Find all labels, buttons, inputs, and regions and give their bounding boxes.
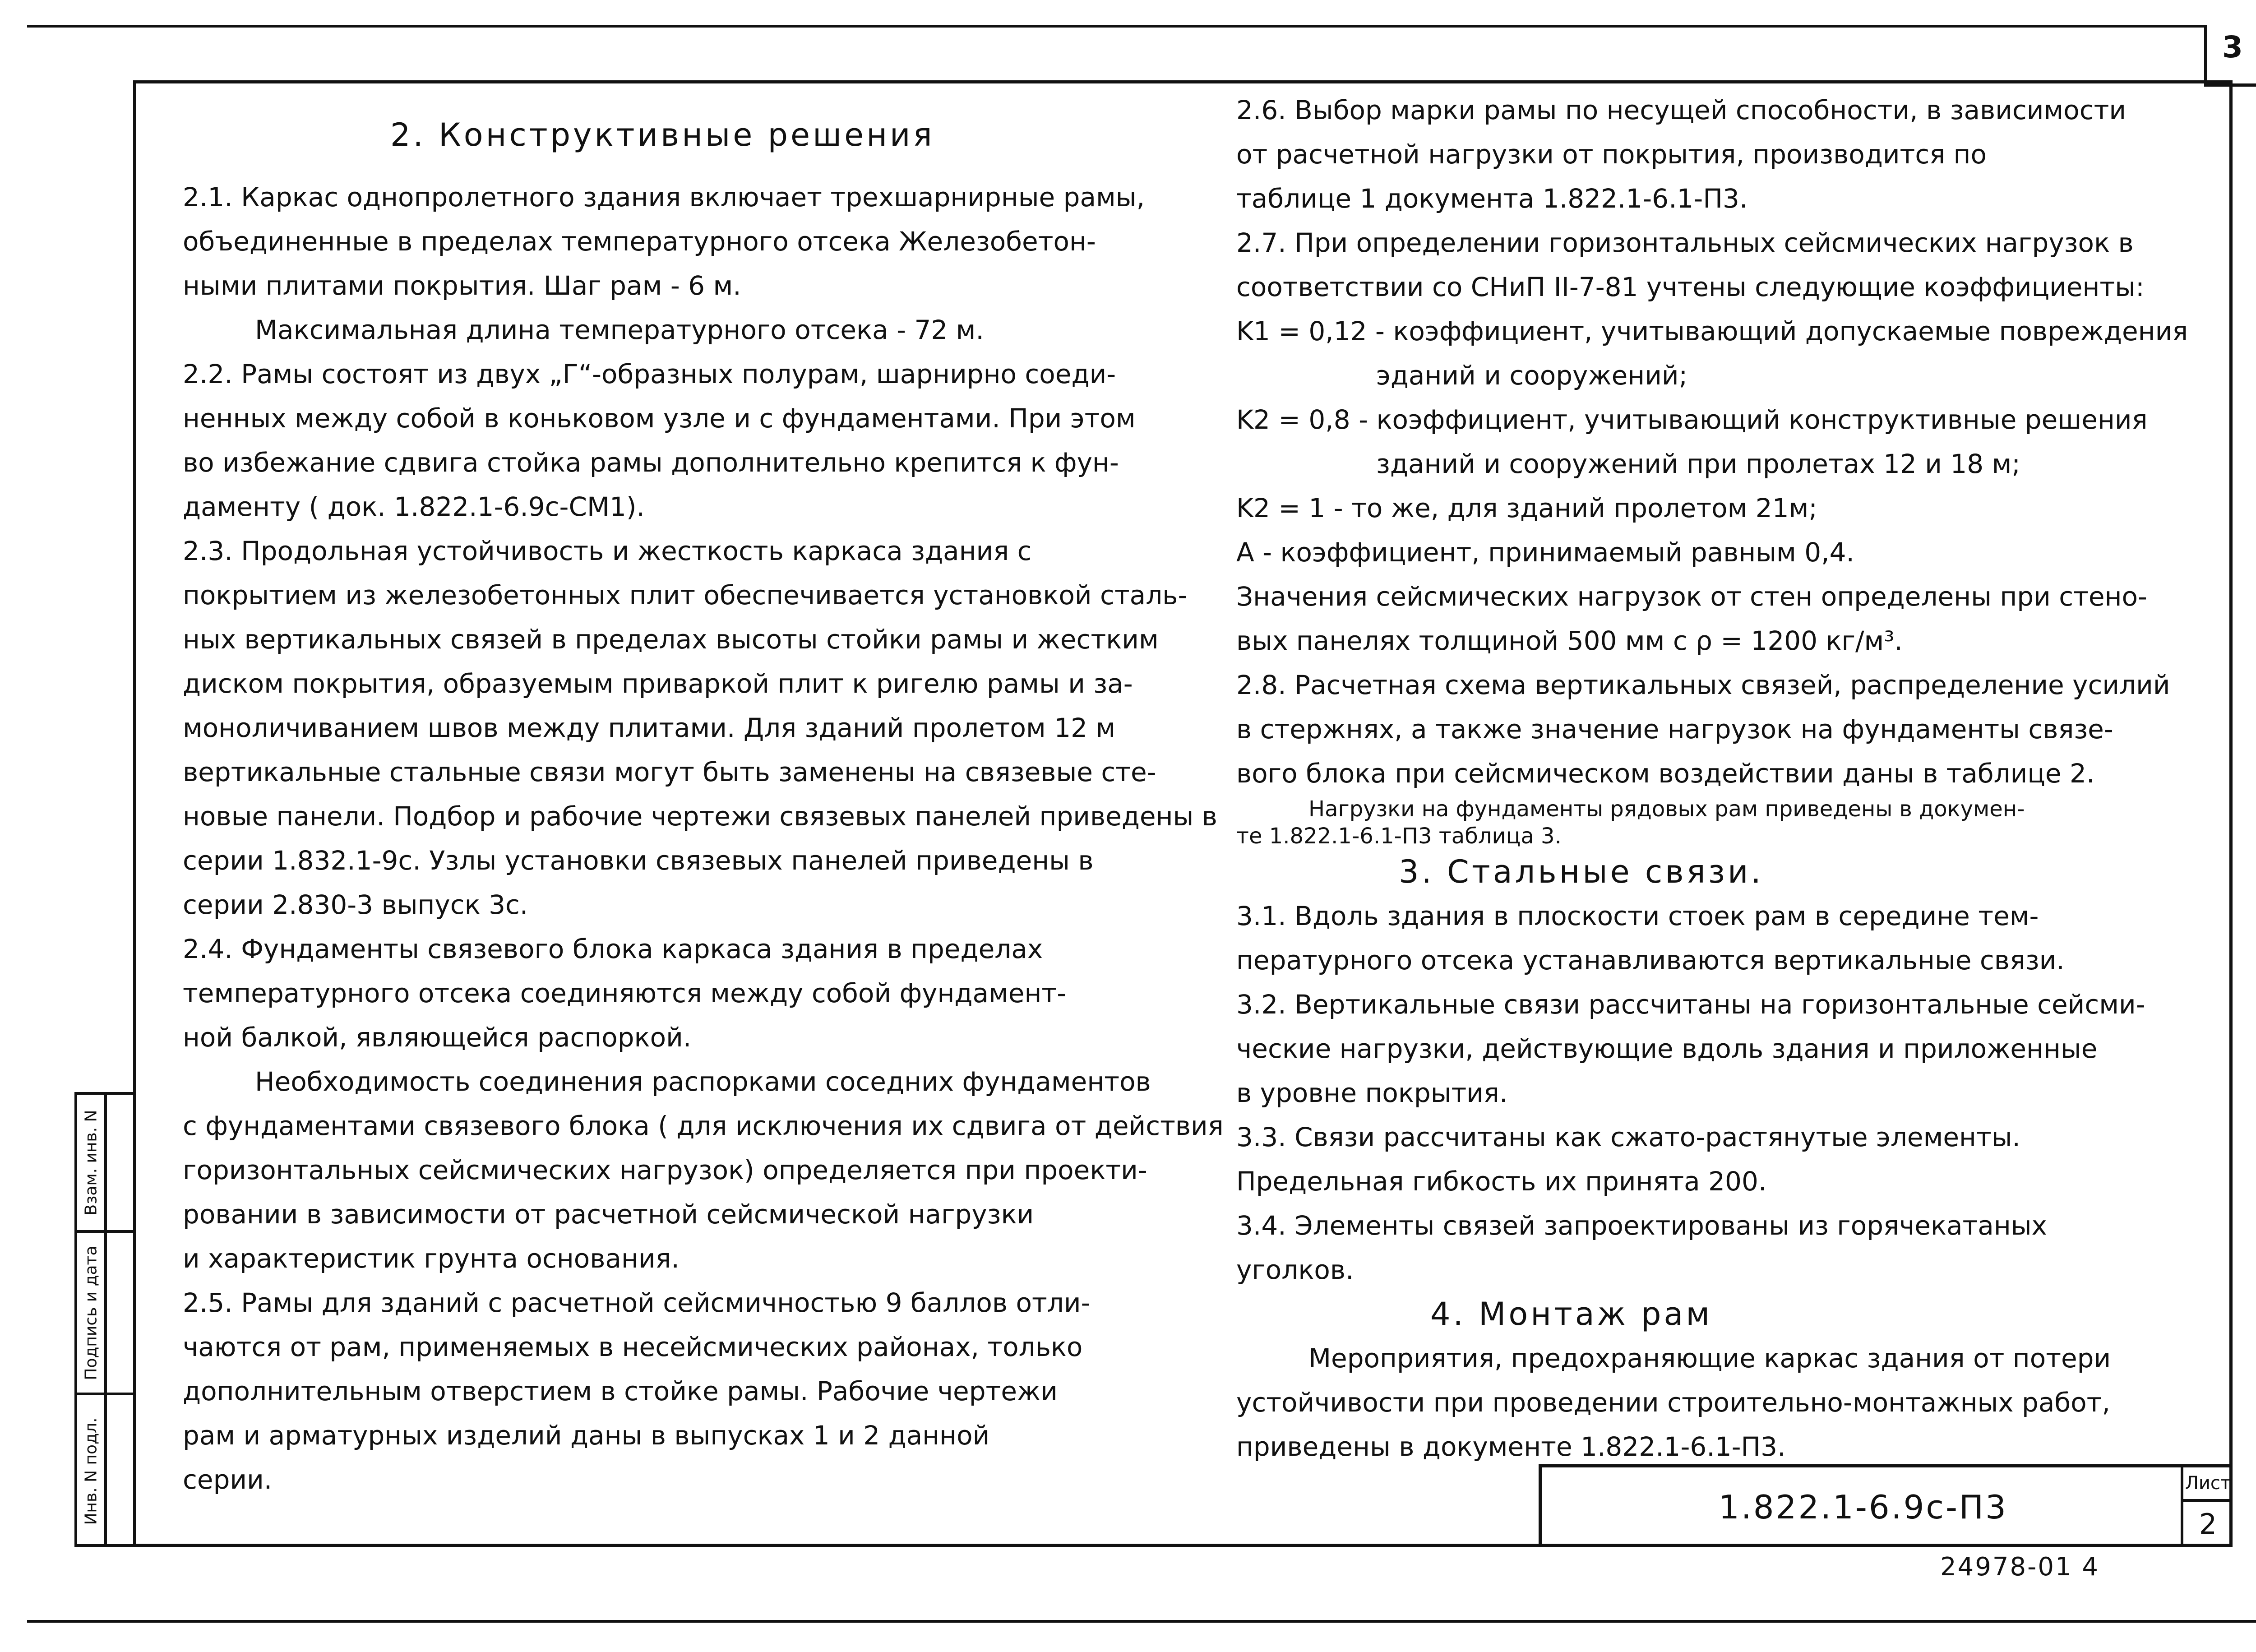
text-line: ными плитами покрытия. Шаг рам - 6 м. bbox=[183, 270, 741, 301]
text-line: Значения сейсмических нагрузок от стен определены при стено- bbox=[1236, 581, 2147, 612]
text-line: дополнительным отверстием в стойке рамы. Рабочие чертежи bbox=[183, 1376, 1058, 1407]
text-line: вых панелях толщиной 500 мм с ρ = 1200 кг/м³. bbox=[1236, 625, 1903, 656]
top-border-line bbox=[27, 25, 2206, 28]
text-line: Предельная гибкость их принята 200. bbox=[1236, 1166, 1767, 1197]
text-line: K1 = 0,12 - коэффициент, учитывающий допускаемые повреждения bbox=[1236, 316, 2188, 347]
text-line: таблице 1 документа 1.822.1-6.1-П3. bbox=[1236, 183, 1748, 214]
sheet-number: 2 bbox=[2199, 1508, 2217, 1541]
text-line: моноличиванием швов между плитами. Для зданий пролетом 12 м bbox=[183, 713, 1116, 743]
text-line: вого блока при сейсмическом воздействии даны в таблице 2. bbox=[1236, 758, 2095, 789]
right-text-column bbox=[1236, 88, 2220, 1469]
text-line: соответствии со СНиП II-7-81 учтены следующие коэффициенты: bbox=[1236, 272, 2145, 302]
text-line: эданий и сооружений; bbox=[1376, 360, 1688, 391]
text-line: 2.3. Продольная устойчивость и жесткость каркаса здания с bbox=[183, 536, 1032, 566]
text-line: покрытием из железобетонных плит обеспечивается установкой сталь- bbox=[183, 580, 1188, 611]
text-line: Мероприятия, предохраняющие каркас здания от потери bbox=[1308, 1343, 2111, 1374]
text-line: 2.4. Фундаменты связевого блока каркаса здания в пределах bbox=[183, 934, 1043, 964]
text-line: приведены в документе 1.822.1-6.1-П3. bbox=[1236, 1431, 1786, 1462]
text-line: 2.6. Выбор марки рамы по несущей способности, в зависимости bbox=[1236, 95, 2127, 125]
text-line: 3.3. Связи рассчитаны как сжато-растянутые элементы. bbox=[1236, 1122, 2020, 1152]
text-line: 2.7. При определении горизонтальных сейсмических нагрузок в bbox=[1236, 227, 2134, 258]
section3-title: 3. Стальные связи. bbox=[1399, 853, 1764, 890]
text-line: с фундаментами связевого блока ( для исключения их сдвига от действия bbox=[183, 1111, 1224, 1141]
sheet-cell bbox=[2181, 1467, 2233, 1547]
text-line: объединенные в пределах температурного отсека Железобетон- bbox=[183, 226, 1096, 257]
text-line: Нагрузки на фундаменты рядовых рам приведены в докумен- bbox=[1308, 796, 2025, 822]
text-line: серии 1.832.1-9с. Узлы установки связевых панелей приведены в bbox=[183, 845, 1094, 876]
text-line: чаются от рам, применяемых в несейсмических районах, только bbox=[183, 1332, 1083, 1362]
text-line: 3.1. Вдоль здания в плоскости стоек рам в середине тем- bbox=[1236, 901, 2039, 931]
text-line: температурного отсека соединяются между собой фундамент- bbox=[183, 978, 1067, 1009]
text-line: вертикальные стальные связи могут быть заменены на связевые сте- bbox=[183, 757, 1156, 787]
text-line: те 1.822.1-6.1-П3 таблица 3. bbox=[1236, 824, 1562, 849]
stamp-podpis-data: Подпись и дата bbox=[82, 1245, 101, 1380]
stamp-inv-podl: Инв. N подл. bbox=[82, 1417, 101, 1525]
text-line: в стержнях, а также значение нагрузок на фундаменты связе- bbox=[1236, 714, 2113, 745]
text-line: серии. bbox=[183, 1464, 273, 1495]
left-text-column bbox=[183, 113, 1224, 1502]
text-line: зданий и сооружений при пролетах 12 и 18 м; bbox=[1376, 449, 2020, 479]
archive-number: 24978-01 4 bbox=[1940, 1552, 2100, 1582]
text-line: ных вертикальных связей в пределах высоты стойки рамы и жестким bbox=[183, 624, 1159, 655]
section2-title: 2. Конструктивные решения bbox=[390, 116, 935, 153]
text-line: 2.1. Каркас однопролетного здания включает трехшарнирные рамы, bbox=[183, 182, 1145, 213]
text-line: A - коэффициент, принимаемый равным 0,4. bbox=[1236, 537, 1854, 568]
text-line: серии 2.830-3 выпуск 3с. bbox=[183, 889, 528, 920]
text-line: новые панели. Подбор и рабочие чертежи связевых панелей приведены в bbox=[183, 801, 1217, 832]
page-number: 3 bbox=[2222, 30, 2243, 65]
text-line: Необходимость соединения распорками соседних фундаментов bbox=[255, 1066, 1151, 1097]
text-line: K2 = 0,8 - коэффициент, учитывающий конструктивные решения bbox=[1236, 404, 2148, 435]
text-line: ровании в зависимости от расчетной сейсмической нагрузки bbox=[183, 1199, 1034, 1230]
document-code: 1.822.1-6.9с-П3 bbox=[1719, 1488, 2008, 1526]
text-line: устойчивости при проведении строительно-монтажных работ, bbox=[1236, 1387, 2110, 1418]
text-line: Максимальная длина температурного отсека - 72 м. bbox=[255, 315, 984, 345]
text-line: даменту ( док. 1.822.1-6.9с-СМ1). bbox=[183, 491, 645, 522]
stamp-vzam-inv: Взам. инв. N bbox=[82, 1110, 101, 1215]
text-line: от расчетной нагрузки от покрытия, производится по bbox=[1236, 139, 1987, 170]
bottom-border-line bbox=[27, 1620, 2256, 1623]
section4-title: 4. Монтаж рам bbox=[1430, 1296, 1713, 1333]
text-line: в уровне покрытия. bbox=[1236, 1078, 1508, 1108]
text-line: K2 = 1 - то же, для зданий пролетом 21м; bbox=[1236, 493, 1817, 523]
text-line: 2.5. Рамы для зданий с расчетной сейсмичностью 9 баллов отли- bbox=[183, 1287, 1091, 1318]
text-line: во избежание сдвига стойка рамы дополнительно крепится к фун- bbox=[183, 447, 1119, 478]
title-block bbox=[1539, 1464, 2233, 1547]
text-line: 3.2. Вертикальные связи рассчитаны на горизонтальные сейсми- bbox=[1236, 989, 2145, 1020]
text-line: диском покрытия, образуемым приваркой плит к ригелю рамы и за- bbox=[183, 668, 1133, 699]
text-line: ной балкой, являющейся распоркой. bbox=[183, 1022, 692, 1053]
text-line: 2.8. Расчетная схема вертикальных связей, распределение усилий bbox=[1236, 670, 2170, 700]
stamp-column bbox=[74, 1092, 133, 1547]
sheet-label: Лист bbox=[2183, 1467, 2233, 1502]
text-line: ненных между собой в коньковом узле и с фундаментами. При этом bbox=[183, 403, 1136, 434]
text-line: и характеристик грунта основания. bbox=[183, 1243, 680, 1274]
text-line: 2.2. Рамы состоят из двух „Г“-образных полурам, шарнирно соеди- bbox=[183, 359, 1116, 389]
text-line: горизонтальных сейсмических нагрузок) определяется при проекти- bbox=[183, 1155, 1147, 1185]
text-line: уголков. bbox=[1236, 1254, 1354, 1285]
text-line: 3.4. Элементы связей запроектированы из горячекатаных bbox=[1236, 1210, 2047, 1241]
text-line: рам и арматурных изделий даны в выпусках 1 и 2 данной bbox=[183, 1420, 990, 1451]
text-line: пературного отсека устанавливаются вертикальные связи. bbox=[1236, 945, 2065, 976]
text-line: ческие нагрузки, действующие вдоль здания и приложенные bbox=[1236, 1033, 2098, 1064]
